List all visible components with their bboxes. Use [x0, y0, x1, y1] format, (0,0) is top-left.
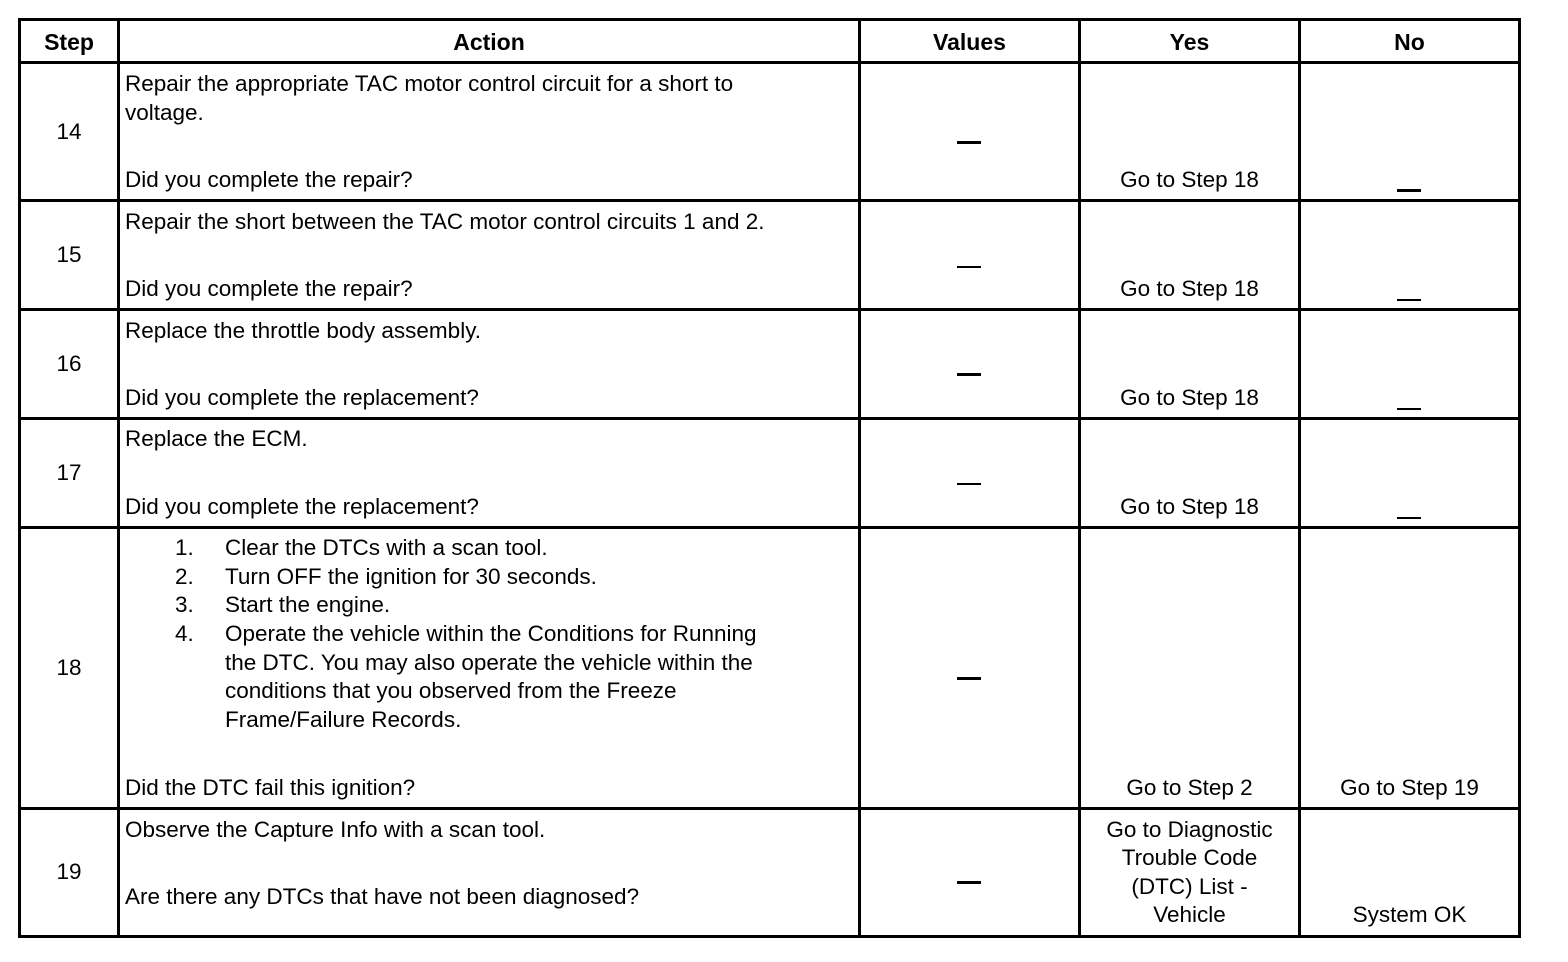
action-question: Did you complete the repair? [125, 276, 413, 301]
row-divider [21, 417, 1518, 420]
row-divider [21, 61, 1518, 64]
column-divider [858, 21, 861, 935]
step-number: 14 [56, 119, 82, 144]
action-question: Did the DTC fail this ignition? [125, 775, 416, 800]
no-result: Go to Step 19 [1340, 775, 1479, 800]
yes-result: Trouble Code [1121, 845, 1258, 870]
row-divider [21, 199, 1518, 202]
list-item: the DTC. You may also operate the vehicle within the [225, 650, 753, 675]
list-number: 4. [175, 621, 194, 646]
list-item: Start the engine. [225, 592, 391, 617]
step-number: 16 [56, 351, 82, 376]
action-text: Repair the appropriate TAC motor control circuit for a short to [125, 71, 734, 96]
action-text: Repair the short between the TAC motor control circuits 1 and 2. [125, 209, 765, 234]
yes-result: Go to Step 2 [1126, 775, 1253, 800]
list-number: 2. [175, 564, 194, 589]
action-text: Observe the Capture Info with a scan tool. [125, 817, 546, 842]
list-number: 1. [175, 535, 194, 560]
list-item: Frame/Failure Records. [225, 707, 462, 732]
yes-result: (DTC) List - [1131, 874, 1248, 899]
yes-result: Vehicle [1153, 902, 1226, 927]
no-dash [1397, 397, 1421, 415]
step-number: 17 [56, 460, 82, 485]
list-item: Turn OFF the ignition for 30 seconds. [225, 564, 597, 589]
values-dash [957, 363, 981, 381]
action-question: Are there any DTCs that have not been diagnosed? [125, 884, 640, 909]
yes-result: Go to Diagnostic [1106, 817, 1273, 842]
action-question: Did you complete the repair? [125, 167, 413, 192]
column-divider [117, 21, 120, 935]
values-dash [957, 131, 981, 149]
yes-result: Go to Step 18 [1120, 167, 1259, 192]
header-action: Action [453, 29, 525, 55]
values-dash [957, 255, 981, 273]
step-number: 18 [56, 655, 82, 680]
list-item: Operate the vehicle within the Conditions for Running [225, 621, 757, 646]
list-item: Clear the DTCs with a scan tool. [225, 535, 548, 560]
yes-result: Go to Step 18 [1120, 385, 1259, 410]
no-result: System OK [1352, 902, 1467, 927]
header-step: Step [44, 29, 94, 55]
no-dash [1397, 179, 1421, 197]
list-number: 3. [175, 592, 194, 617]
no-dash [1397, 288, 1421, 306]
step-number: 15 [56, 242, 82, 267]
yes-result: Go to Step 18 [1120, 494, 1259, 519]
header-no: No [1394, 29, 1425, 55]
values-dash [957, 472, 981, 490]
header-yes: Yes [1169, 29, 1210, 55]
header-values: Values [933, 29, 1006, 55]
action-text: voltage. [125, 100, 204, 125]
step-number: 19 [56, 859, 82, 884]
row-divider [21, 308, 1518, 311]
action-text: Replace the ECM. [125, 426, 308, 451]
list-item: conditions that you observed from the Freeze [225, 678, 677, 703]
row-divider [21, 526, 1518, 529]
values-dash [957, 871, 981, 889]
no-dash [1397, 506, 1421, 524]
action-text: Replace the throttle body assembly. [125, 318, 482, 343]
action-question: Did you complete the replacement? [125, 494, 479, 519]
yes-result: Go to Step 18 [1120, 276, 1259, 301]
action-question: Did you complete the replacement? [125, 385, 479, 410]
row-divider [21, 807, 1518, 810]
values-dash [957, 667, 981, 685]
